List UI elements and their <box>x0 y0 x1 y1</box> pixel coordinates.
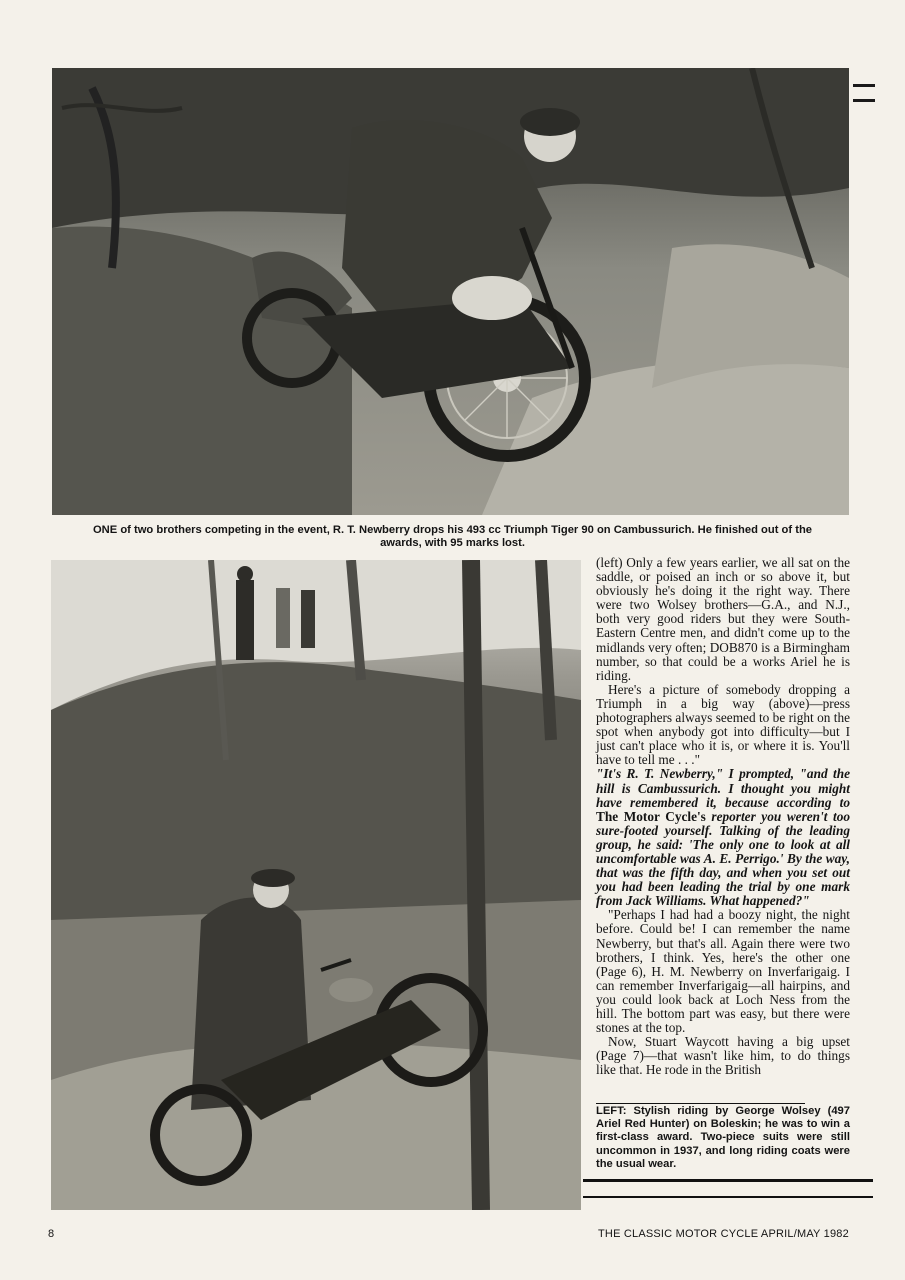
edge-mark <box>853 84 875 87</box>
caption-top-photo: ONE of two brothers competing in the event, R. T. Newberry drops his 493 cc Triumph Tiger 90 on Cambussurich. He finished out of the awards, with 95 marks lost. <box>92 524 812 549</box>
article-paragraph: (left) Only a few years earlier, we all sat on the saddle, or poised an inch or so above it, but obviously he's doing it the right way. There were two Wolsey brothers—G.A., and N.J., both very good riders but they were South-Eastern Centre men, and didn't come up to the midlands very often; DOB870 is a Birmingham number, so that could be a works Ariel he is riding. <box>596 555 850 683</box>
page-number: 8 <box>48 1228 55 1240</box>
photo-wolsey-boleskin <box>51 560 581 1210</box>
article-body <box>596 556 850 1077</box>
publication-name: The Motor Cycle's <box>596 808 706 824</box>
photo-triumph-drop <box>52 68 849 515</box>
caption-left-photo: LEFT: Stylish riding by George Wolsey (497 Ariel Red Hunter) on Boleskin; he was to win a first-class award. Two-piece suits were still uncommon in 1937, and long riding coats were the usual wear. <box>596 1105 850 1170</box>
article-paragraph: "Perhaps I had had a boozy night, the night before. Could be! I can remember the name Newberry, but that's all. Again there were two brothers, I think. Yes, here's the other one (Page 6), H. M. Newberry on Inverfarigaig. I can remember Inverfarigaig—all hairpins, and you could look back at Loch Ness from the hill. The bottom part was easy, but there were stones at the top. <box>596 907 850 1036</box>
photo-top-illustration <box>52 68 849 515</box>
interviewer-text: reporter you weren't too sure-footed yourself. Talking of the leading group, he said: 'The only one to look at all uncomfortable was A. E. Perrigo.' By the way, that was the fifth day, and when you set out you had been leading the trial by one mark from Jack Williams. What happened?" <box>596 808 851 909</box>
edge-mark <box>853 99 875 102</box>
magazine-footer: THE CLASSIC MOTOR CYCLE APRIL/MAY 1982 <box>598 1228 849 1240</box>
photo-left-illustration <box>51 560 581 1210</box>
footer-rule <box>583 1196 873 1198</box>
caption-rule <box>596 1103 805 1104</box>
article-paragraph: Here's a picture of somebody dropping a Triumph in a big way (above)—press photographers always seemed to be right on the spot when anybody got into difficulty—but I just can't place who it is, or where it is. You'll have to tell me . . ." <box>596 681 850 768</box>
interviewer-text: "It's R. T. Newberry," I prompted, "and the hill is Cambussurich. I thought you might have remembered it, because according to <box>596 766 850 810</box>
article-paragraph: Now, Stuart Waycott having a big upset (Page 7)—that wasn't like him, to do things like that. He rode in the British <box>596 1034 850 1078</box>
article-paragraph-interviewer <box>596 767 850 908</box>
footer-rule <box>583 1179 873 1182</box>
